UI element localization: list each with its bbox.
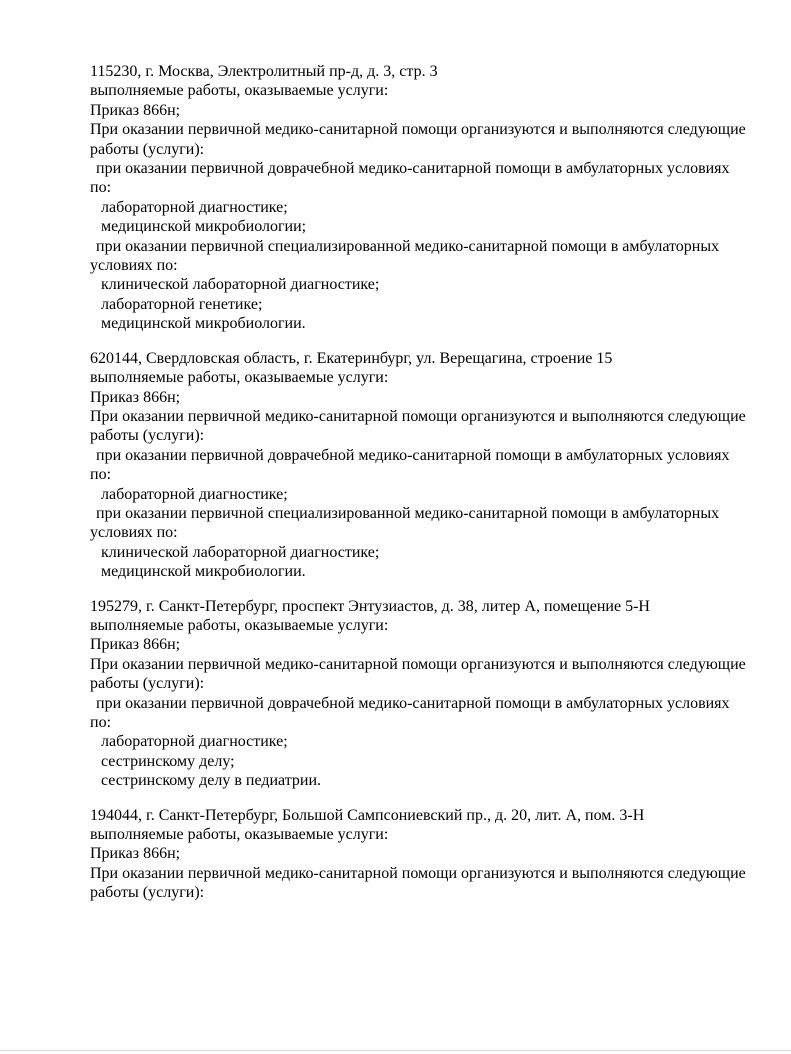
text-line: Приказ 866н; <box>90 101 181 119</box>
service-item-line: лабораторной диагностике; <box>101 733 288 751</box>
service-item-line: медицинской микробиологии. <box>101 563 306 581</box>
text-line: При оказании первичной медико-санитарной помощи организуются и выполняются следующие <box>90 407 746 425</box>
text-line: при оказании первичной доврачебной медико-санитарной помощи в амбулаторных условиях <box>96 160 730 178</box>
address-line: 115230, г. Москва, Электролитный пр-д, д. 3, стр. 3 <box>90 63 438 80</box>
text-line: работы (услуги): <box>90 140 205 158</box>
text-line: при оказании первичной доврачебной медико-санитарной помощи в амбулаторных условиях <box>96 446 730 464</box>
license-sections <box>90 62 770 903</box>
text-line: при оказании первичной специализированной медико-санитарной помощи в амбулаторных <box>96 237 720 255</box>
service-item-line: сестринскому делу в педиатрии. <box>101 772 322 790</box>
text-line: При оказании первичной медико-санитарной помощи организуются и выполняются следующие <box>90 655 746 673</box>
service-item-line: сестринскому делу; <box>101 752 235 770</box>
text-line: выполняемые работы, оказываемые услуги: <box>90 369 389 387</box>
address-line: 620144, Свердловская область, г. Екатеринбург, ул. Верещагина, строение 15 <box>90 349 613 367</box>
text-line: работы (услуги): <box>90 884 205 902</box>
text-line: при оказании первичной специализированной медико-санитарной помощи в амбулаторных <box>96 504 720 522</box>
service-item-line: клинической лабораторной диагностике; <box>101 276 380 294</box>
service-item-line: лабораторной диагностике; <box>101 198 288 216</box>
service-item-line: лабораторной генетике; <box>101 295 263 313</box>
text-line: условиях по: <box>90 524 178 542</box>
text-line: условиях по: <box>90 257 178 275</box>
text-line: Приказ 866н; <box>90 636 181 654</box>
license-section <box>90 62 770 334</box>
text-line: Приказ 866н; <box>90 388 181 406</box>
text-line: работы (услуги): <box>90 675 205 693</box>
text-line: по: <box>90 714 112 731</box>
license-section <box>90 597 770 791</box>
text-line: выполняемые работы, оказываемые услуги: <box>90 826 389 844</box>
text-line: при оказании первичной доврачебной медико-санитарной помощи в амбулаторных условиях <box>96 694 730 712</box>
text-line: При оказании первичной медико-санитарной помощи организуются и выполняются следующие <box>90 121 746 139</box>
address-line: 194044, г. Санкт-Петербург, Большой Сампсониевский пр., д. 20, лит. А, пом. 3-Н <box>90 806 645 824</box>
text-line: выполняемые работы, оказываемые услуги: <box>90 82 389 100</box>
service-item-line: клинической лабораторной диагностике; <box>101 543 380 561</box>
text-line: Приказ 866н; <box>90 845 181 863</box>
service-item-line: медицинской микробиологии; <box>101 218 307 236</box>
text-line: работы (услуги): <box>90 427 205 445</box>
text-line: При оказании первичной медико-санитарной помощи организуются и выполняются следующие <box>90 864 746 882</box>
address-line: 195279, г. Санкт-Петербург, проспект Энтузиастов, д. 38, литер А, помещение 5-Н <box>90 597 650 615</box>
text-line: по: <box>90 466 112 484</box>
service-item-line: лабораторной диагностике; <box>101 485 288 503</box>
service-item-line: медицинской микробиологии. <box>101 315 306 333</box>
license-section <box>90 806 770 903</box>
license-section <box>90 349 770 582</box>
license-document <box>90 62 770 918</box>
text-line: по: <box>90 179 112 197</box>
text-line: выполняемые работы, оказываемые услуги: <box>90 616 389 634</box>
